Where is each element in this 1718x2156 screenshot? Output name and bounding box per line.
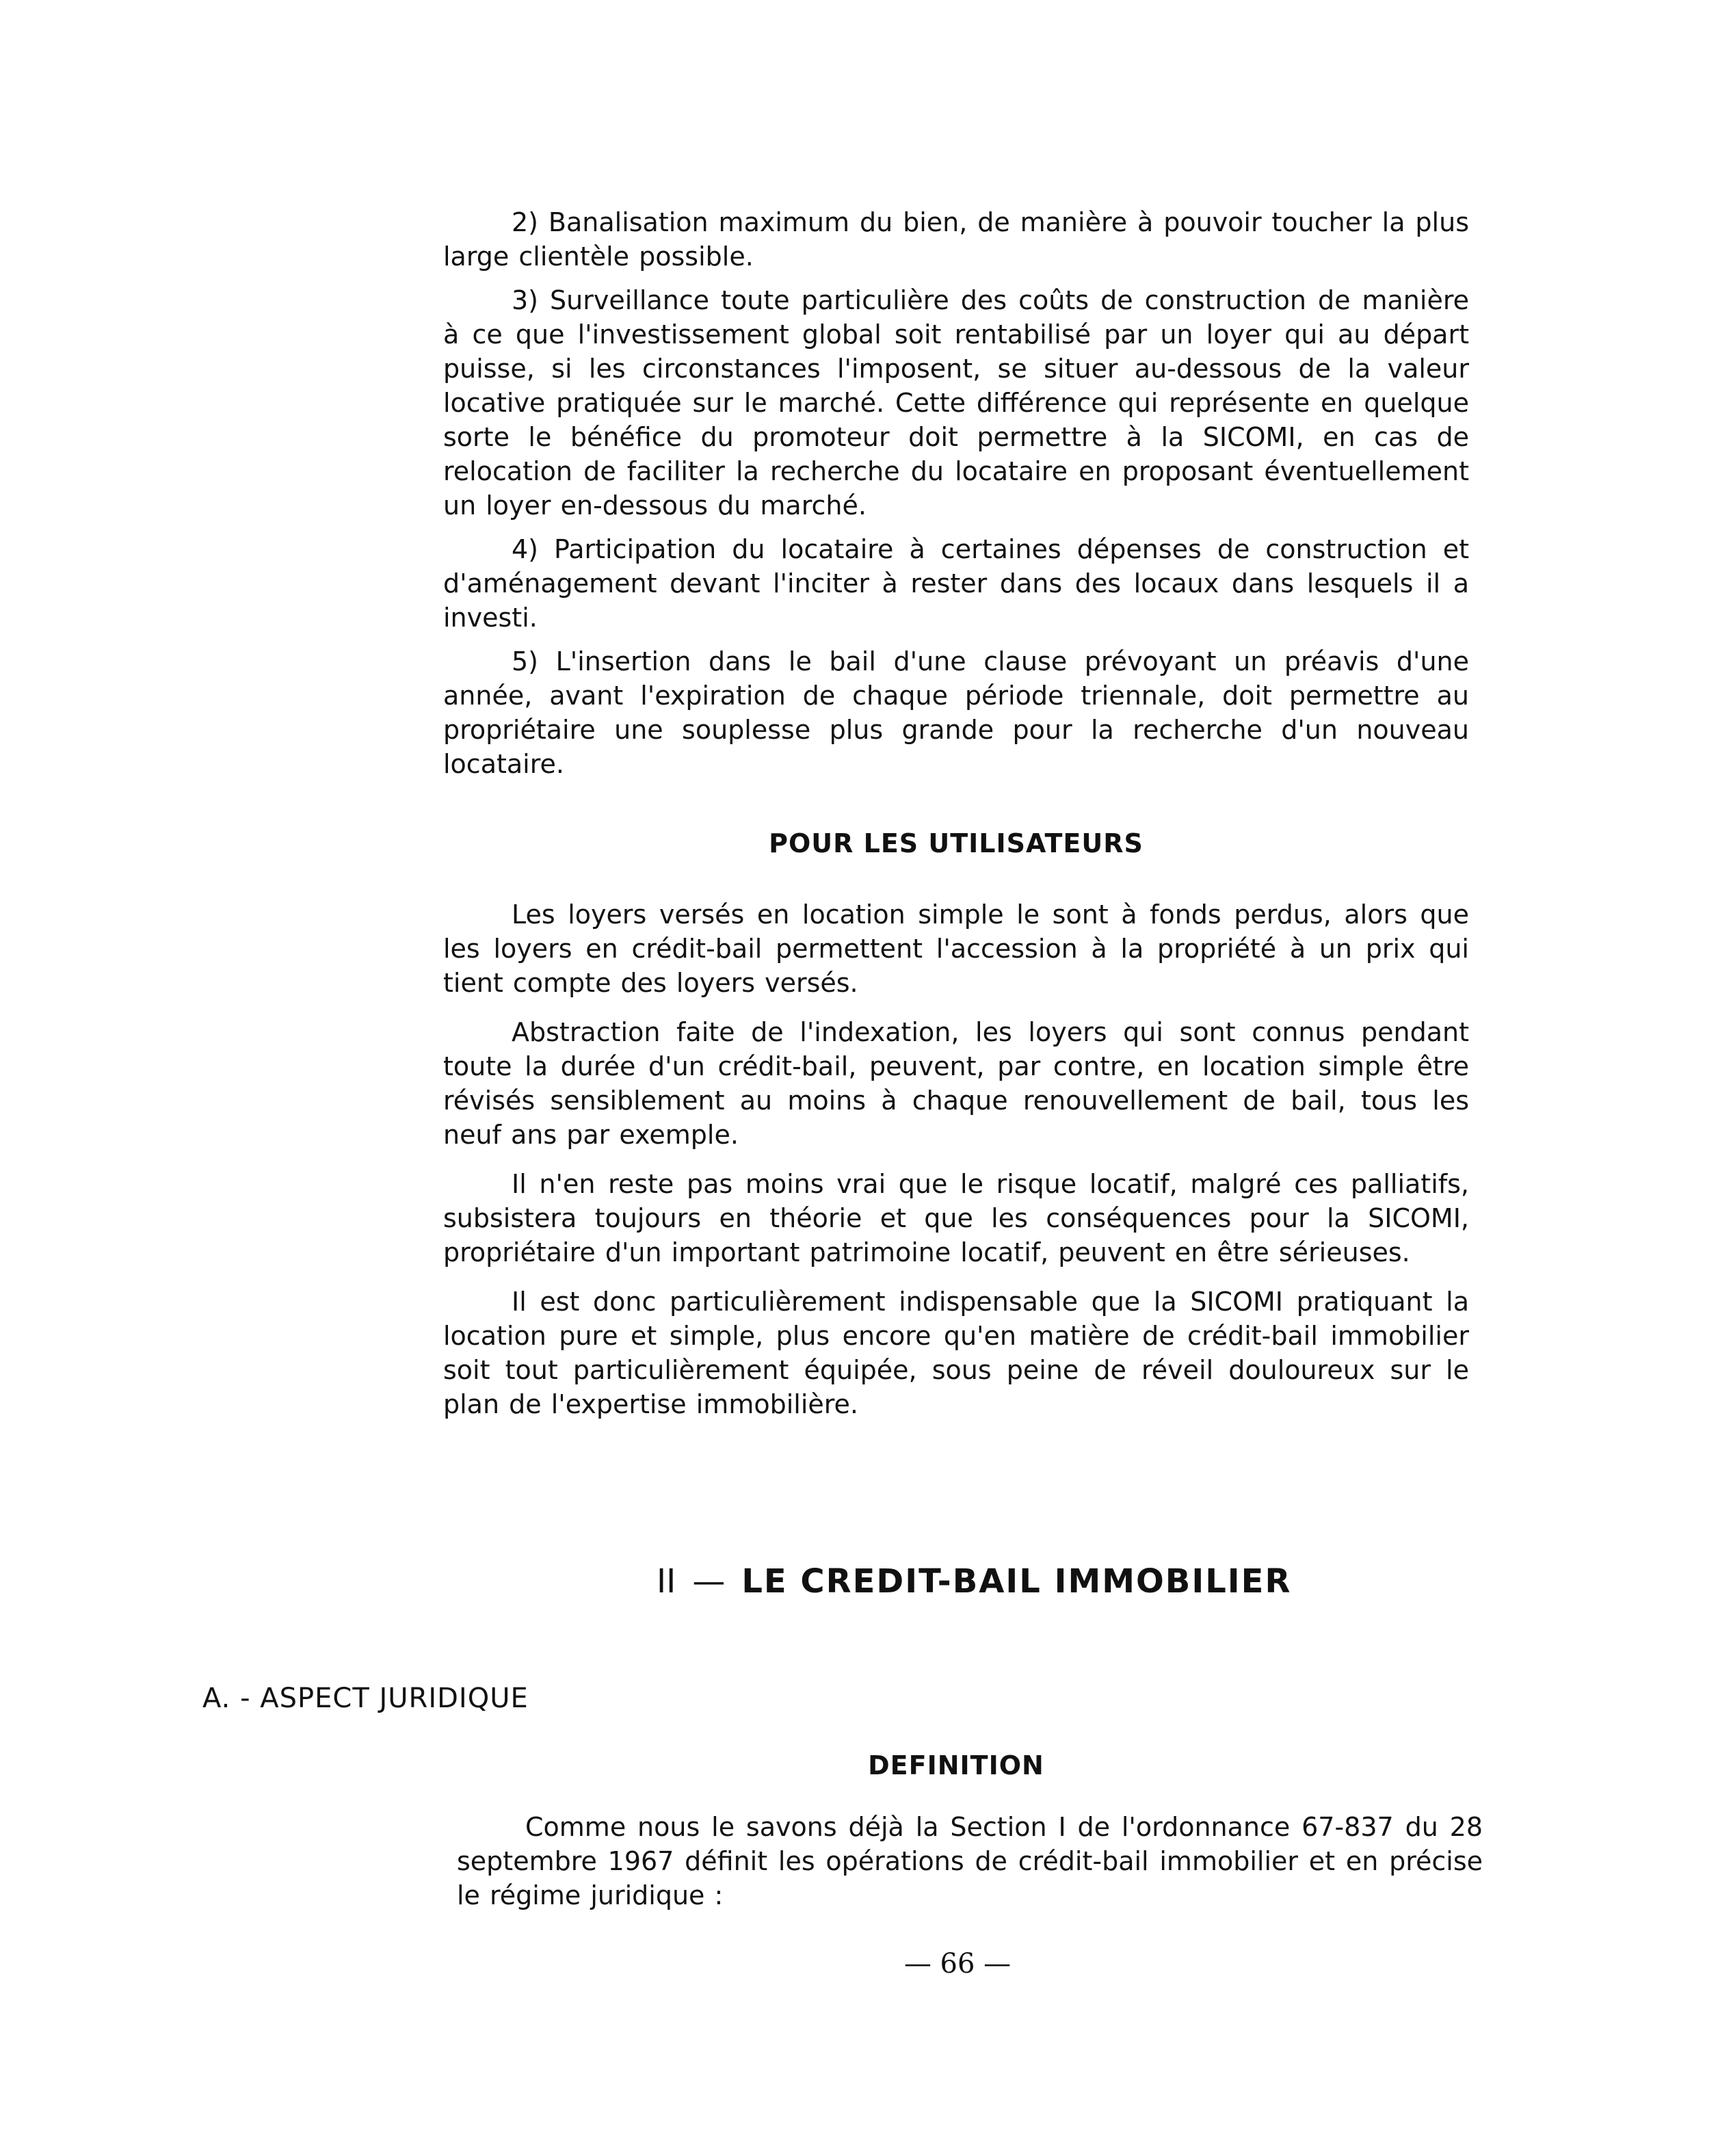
side-heading-aspect-juridique: A. - ASPECT JURIDIQUE	[202, 1683, 529, 1714]
section-number: II	[657, 1562, 676, 1601]
section-title-text: LE CREDIT-BAIL IMMOBILIER	[741, 1562, 1292, 1601]
paragraph-item-2: 2) Banalisation maximum du bien, de manière à pouvoir toucher la plus large clientèle possible.	[443, 207, 1469, 272]
paragraph-item-4: 4) Participation du locataire à certaines dépenses de construction et d'aménagement devant l'inciter à rester dans des locaux dans lesquels il a investi.	[443, 534, 1469, 633]
paragraph-users-3: Il n'en reste pas moins vrai que le risque locatif, malgré ces palliatifs, subsistera toujours en théorie et que les conséquences pour la SICOMI, propriétaire d'un important patrimoine locatif, peuvent en être sérieuses.	[443, 1169, 1469, 1267]
paragraph-item-5: 5) L'insertion dans le bail d'une clause prévoyant un préavis d'une année, avant l'expiration de chaque période triennale, doit permettre au propriétaire une souplesse plus grande pour la recherche d'un nouveau locataire.	[443, 646, 1469, 779]
section-title	[657, 1561, 1477, 1602]
paragraph-item-3: 3) Surveillance toute particulière des coûts de construction de manière à ce que l'investissement global soit rentabilisé par un loyer qui au départ puisse, si les circonstances l'imposent, se situer au-dessous de la valeur locative pratiquée sur le marché. Cette différence qui représente en quelque sorte le bénéfice du promoteur doit permettre à la SICOMI, en cas de relocation de faciliter la recherche du locataire en proposant éventuellement un loyer en-dessous du marché.	[443, 285, 1469, 521]
definition-section	[457, 1810, 1483, 1912]
heading-definition: DEFINITION	[868, 1750, 1044, 1780]
paragraph-users-1: Les loyers versés en location simple le sont à fonds perdus, alors que les loyers en crédit-bail permettent l'accession à la propriété à un prix qui tient compte des loyers versés.	[443, 899, 1469, 998]
numbered-list-section	[443, 205, 1469, 781]
paragraph-users-4: Il est donc particulièrement indispensable que la SICOMI pratiquant la location pure et simple, plus encore qu'en matière de crédit-bail immobilier soit tout particulièrement équipée, sous peine de réveil douloureux sur le plan de l'expertise immobilière.	[443, 1287, 1469, 1419]
page-number: — 66 —	[903, 1948, 1012, 1980]
paragraph-users-2: Abstraction faite de l'indexation, les loyers qui sont connus pendant toute la durée d'un crédit-bail, peuvent, par contre, en location simple être révisés sensiblement au moins à chaque renouvellement de bail, tous les neuf ans par exemple.	[443, 1017, 1469, 1150]
users-section	[443, 897, 1469, 1421]
section-dash: —	[692, 1562, 726, 1601]
heading-users: POUR LES UTILISATEURS	[769, 828, 1144, 858]
paragraph-definition: Comme nous le savons déjà la Section I de l'ordonnance 67-837 du 28 septembre 1967 définit les opérations de crédit-bail immobilier et en précise le régime juridique :	[457, 1812, 1483, 1910]
